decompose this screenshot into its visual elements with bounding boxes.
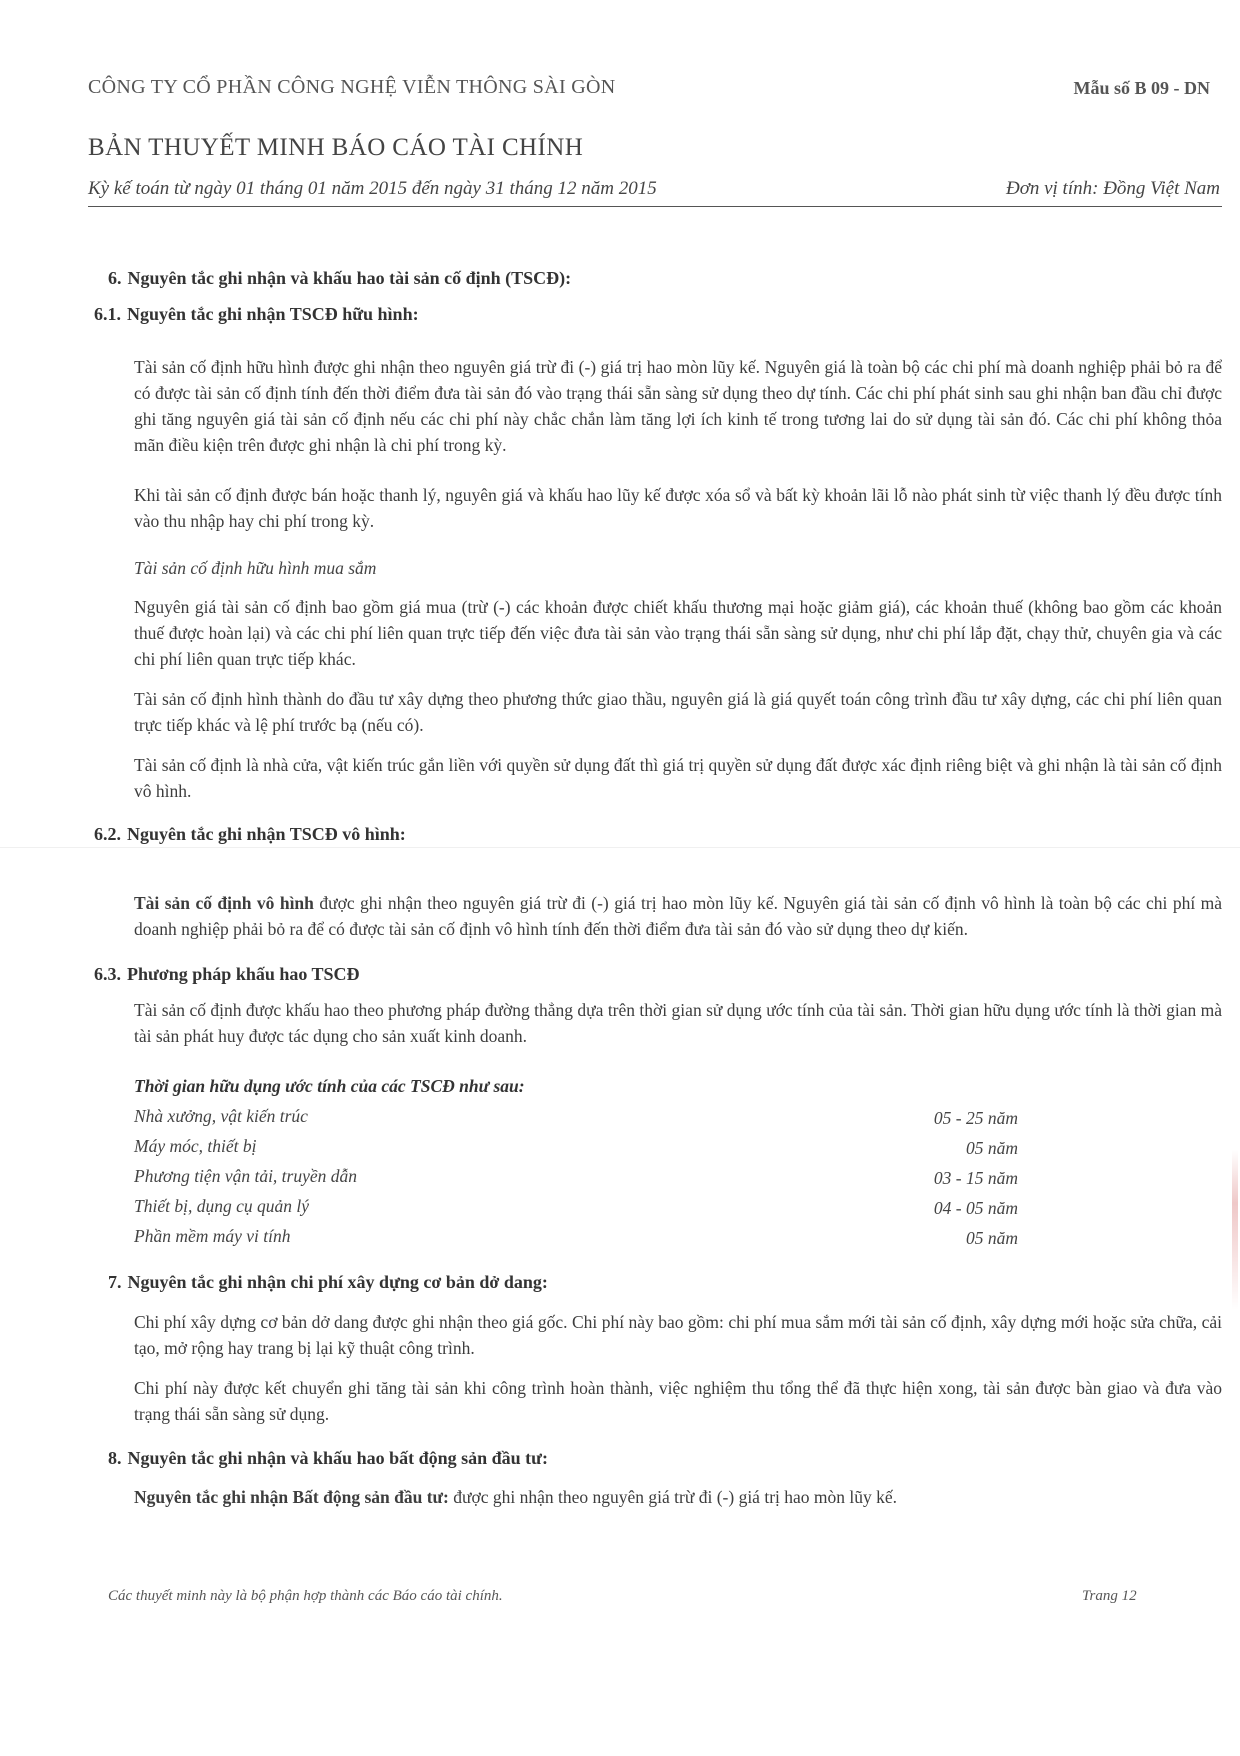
section-7-heading — [108, 1272, 548, 1293]
useful-life-item-value: 05 - 25 năm — [933, 1108, 1018, 1128]
paragraph: Khi tài sản cố định được bán hoặc thanh lý, nguyên giá và khấu hao lũy kế được xóa sổ và bất kỳ khoản lãi lỗ nào phát sinh từ việc thanh lý đều được tính vào thu nhập hay chi phí trong kỳ. — [134, 485, 1222, 531]
useful-life-item-value: 05 năm — [965, 1138, 1018, 1158]
useful-life-item-name: Nhà xưởng, vật kiến trúc — [134, 1106, 308, 1126]
section-number: 6. — [108, 268, 122, 288]
paragraph — [134, 1484, 1222, 1510]
company-name: CÔNG TY CỔ PHẦN CÔNG NGHỆ VIỄN THÔNG SÀI GÒN — [88, 76, 616, 98]
report-title: BẢN THUYẾT MINH BÁO CÁO TÀI CHÍNH — [88, 134, 584, 161]
useful-life-item-value: 04 - 05 năm — [933, 1198, 1018, 1218]
paragraph: Tài sản cố định được khấu hao theo phương pháp đường thẳng dựa trên thời gian sử dụng ước tính của tài sản. Thời gian hữu dụng ước tính là thời gian mà tài sản phát huy được tác dụng cho sản xuất kinh doanh. — [134, 1000, 1222, 1046]
section-title: Nguyên tắc ghi nhận TSCĐ hữu hình: — [127, 304, 419, 324]
section-title: Nguyên tắc ghi nhận TSCĐ vô hình: — [127, 824, 406, 844]
section-number: 7. — [108, 1272, 122, 1292]
section-number: 6.2. — [94, 824, 121, 844]
useful-life-item-name: Phương tiện vận tải, truyền dẫn — [134, 1166, 358, 1186]
paragraph-text: được ghi nhận theo nguyên giá trừ đi (-) giá trị hao mòn lũy kế. Nguyên giá tài sản cố định vô hình là toàn bộ các chi phí mà doanh nghiệp phải bỏ ra để có được tài sản cố định vô hình tính đến thời điểm đưa tài sản đó vào sử dụng theo dự kiến. — [134, 893, 1223, 939]
paragraph-text: được ghi nhận theo nguyên giá trừ đi (-) giá trị hao mòn lũy kế. — [448, 1487, 898, 1507]
currency-unit: Đơn vị tính: Đồng Việt Nam — [1005, 178, 1220, 199]
section-title: Nguyên tắc ghi nhận và khấu hao bất động sản đầu tư: — [127, 1448, 548, 1468]
section-title: Phương pháp khấu hao TSCĐ — [127, 964, 360, 984]
section-6-1-heading — [94, 304, 419, 325]
section-6-heading — [108, 268, 571, 289]
subsection-title: Tài sản cố định hữu hình mua sắm — [134, 558, 377, 578]
section-title: Nguyên tắc ghi nhận chi phí xây dựng cơ bản dở dang: — [127, 1272, 548, 1292]
bold-term: Tài sản cố định vô hình — [134, 893, 314, 913]
bold-term: Nguyên tắc ghi nhận Bất động sản đầu tư: — [134, 1487, 449, 1507]
section-6-3-heading — [94, 964, 360, 985]
footer-note: Các thuyết minh này là bộ phận hợp thành các Báo cáo tài chính. — [108, 1588, 503, 1604]
paragraph: Chi phí xây dựng cơ bản dở dang được ghi nhận theo giá gốc. Chi phí này bao gồm: chi phí mua sắm mới tài sản cố định, xây dựng mới hoặc sửa chữa, cải tạo, mở rộng hay trang bị lại kỹ thuật công trình. — [134, 1312, 1222, 1358]
useful-life-item-value: 03 - 15 năm — [933, 1168, 1018, 1188]
scan-artifact-line — [0, 847, 1240, 848]
section-number: 8. — [108, 1448, 122, 1468]
useful-life-item-name: Thiết bị, dụng cụ quản lý — [134, 1196, 309, 1216]
section-number: 6.3. — [94, 964, 121, 984]
useful-life-title: Thời gian hữu dụng ước tính của các TSCĐ như sau: — [134, 1076, 525, 1096]
page-number: Trang 12 — [1082, 1588, 1137, 1604]
paragraph — [134, 890, 1222, 942]
section-8-heading — [108, 1448, 548, 1469]
useful-life-item-name: Máy móc, thiết bị — [134, 1136, 257, 1156]
section-title: Nguyên tắc ghi nhận và khấu hao tài sản cố định (TSCĐ): — [127, 268, 572, 288]
form-number: Mẫu số B 09 - DN — [1073, 78, 1210, 98]
section-number: 6.1. — [94, 304, 121, 324]
paragraph: Tài sản cố định là nhà cửa, vật kiến trúc gắn liền với quyền sử dụng đất thì giá trị quyền sử dụng đất được xác định riêng biệt và ghi nhận là tài sản cố định vô hình. — [134, 755, 1222, 801]
useful-life-item-name: Phần mềm máy vi tính — [134, 1226, 291, 1246]
paragraph: Tài sản cố định hình thành do đầu tư xây dựng theo phương thức giao thầu, nguyên giá là giá quyết toán công trình đầu tư xây dựng, các chi phí liên quan trực tiếp khác và lệ phí trước bạ (nếu có). — [134, 689, 1222, 735]
accounting-period: Kỳ kế toán từ ngày 01 tháng 01 năm 2015 đến ngày 31 tháng 12 năm 2015 — [88, 178, 657, 199]
useful-life-item-value: 05 năm — [965, 1228, 1018, 1248]
paragraph: Tài sản cố định hữu hình được ghi nhận theo nguyên giá trừ đi (-) giá trị hao mòn lũy kế. Nguyên giá là toàn bộ các chi phí mà doanh nghiệp phải bỏ ra để có được tài sản cố định tính đến thời điểm đưa tài sản đó vào trạng thái sẵn sàng sử dụng theo dự tính. Các chi phí phát sinh sau ghi nhận ban đầu chỉ được ghi tăng nguyên giá tài sản cố định nếu các chi phí này chắc chắn làm tăng lợi ích kinh tế trong tương lai do sử dụng tài sản đó. Các chi phí không thỏa mãn điều kiện trên được ghi nhận là chi phí trong kỳ. — [134, 357, 1222, 455]
header-divider — [88, 206, 1222, 207]
paragraph: Nguyên giá tài sản cố định bao gồm giá mua (trừ (-) các khoản được chiết khấu thương mại hoặc giảm giá), các khoản thuế (không bao gồm các khoản thuế được hoàn lại) và các chi phí liên quan trực tiếp đến việc đưa tài sản vào trạng thái sẵn sàng sử dụng, như chi phí lắp đặt, chạy thử, chuyên gia và các chi phí liên quan trực tiếp khác. — [134, 597, 1222, 669]
stamp-edge-mark — [1232, 1150, 1238, 1310]
paragraph: Chi phí này được kết chuyển ghi tăng tài sản khi công trình hoàn thành, việc nghiệm thu tổng thể đã thực hiện xong, tài sản được bàn giao và đưa vào trạng thái sẵn sàng sử dụng. — [134, 1378, 1222, 1424]
section-6-2-heading — [94, 824, 406, 845]
